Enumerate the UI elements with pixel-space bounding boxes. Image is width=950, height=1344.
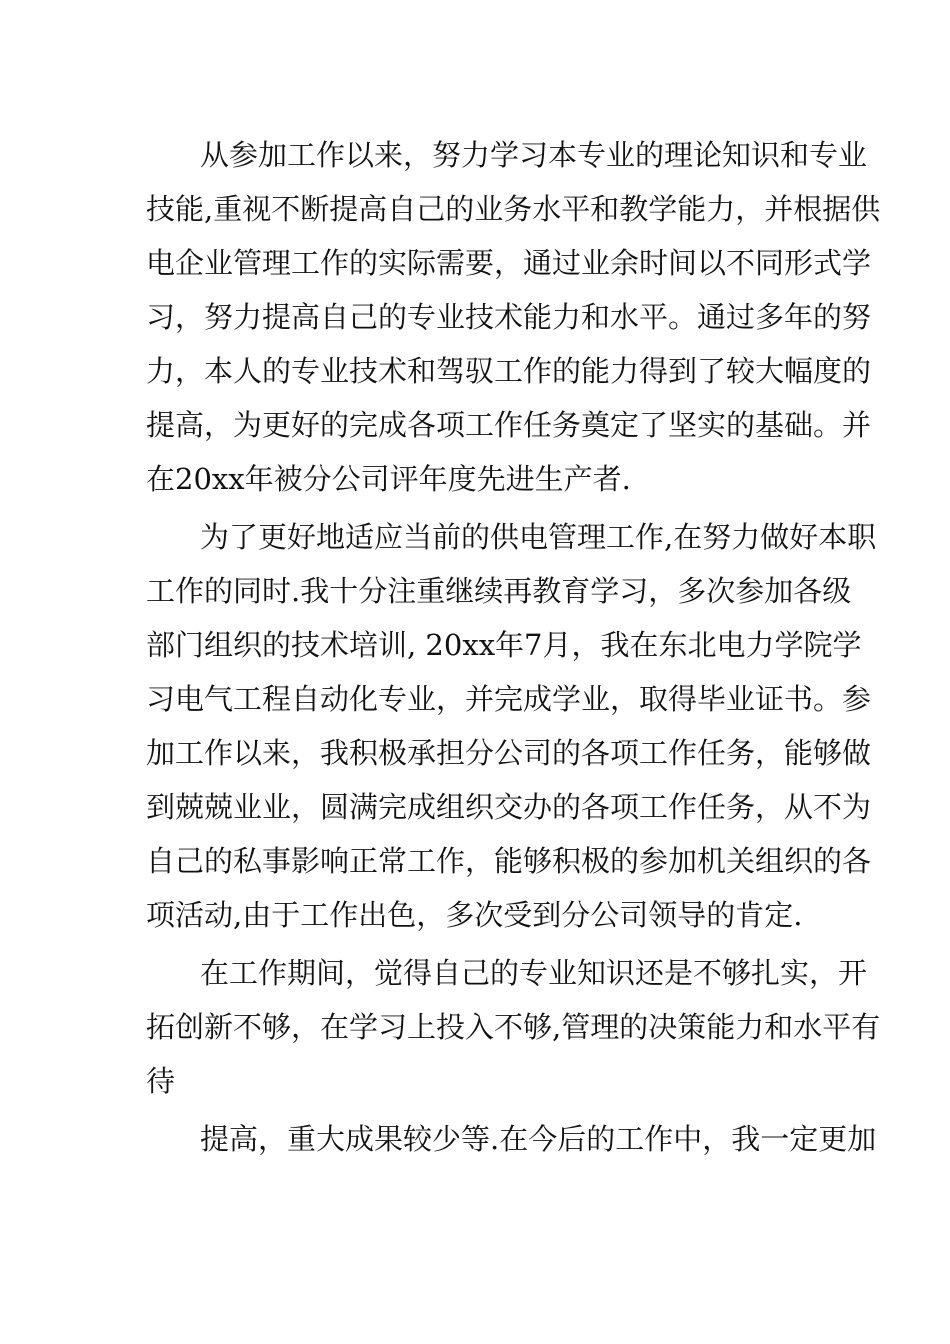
paragraph-3: [146, 946, 881, 1108]
paragraph-line: 习电气工程自动化专业，并完成学业，取得毕业证书。参: [146, 682, 872, 716]
paragraph-line: 习，努力提高自己的专业技术能力和水平。通过多年的努: [146, 300, 872, 334]
paragraph-line: 待: [146, 1064, 176, 1098]
paragraph-line: 拓创新不够，在学习上投入不够,管理的决策能力和水平有: [146, 1010, 881, 1044]
paragraph-line: 提高，重大成果较少等.在今后的工作中，我一定更加: [200, 1122, 877, 1156]
paragraph-1: [146, 128, 881, 506]
paragraph-line: 电企业管理工作的实际需要，通过业余时间以不同形式学: [146, 246, 872, 280]
paragraph-line: 在工作期间，觉得自己的专业知识还是不够扎实，开: [200, 956, 868, 990]
paragraph-line: 技能,重视不断提高自己的业务水平和教学能力，并根据供: [146, 192, 881, 226]
paragraph-4: [146, 1112, 877, 1166]
paragraph-line: 项活动,由于工作出色，多次受到分公司领导的肯定.: [146, 898, 803, 932]
paragraph-line: 到兢兢业业，圆满完成组织交办的各项工作任务，从不为: [146, 790, 872, 824]
paragraph-line: 从参加工作以来，努力学习本专业的理论知识和专业: [200, 138, 868, 172]
paragraph-line: 部门组织的技术培训, 20xx年7月，我在东北电力学院学: [146, 628, 862, 662]
paragraph-line: 工作的同时.我十分注重继续再教育学习，多次参加各级: [146, 574, 852, 608]
paragraph-2: [146, 510, 877, 942]
paragraph-line: 自己的私事影响正常工作，能够积极的参加机关组织的各: [146, 844, 872, 878]
paragraph-line: 在20xx年被分公司评年度先进生产者.: [146, 462, 631, 496]
paragraph-line: 为了更好地适应当前的供电管理工作,在努力做好本职: [200, 520, 877, 554]
document-body: [146, 128, 881, 1166]
paragraph-line: 提高，为更好的完成各项工作任务奠定了坚实的基础。并: [146, 408, 872, 442]
paragraph-line: 加工作以来，我积极承担分公司的各项工作任务，能够做: [146, 736, 872, 770]
paragraph-line: 力，本人的专业技术和驾驭工作的能力得到了较大幅度的: [146, 354, 872, 388]
